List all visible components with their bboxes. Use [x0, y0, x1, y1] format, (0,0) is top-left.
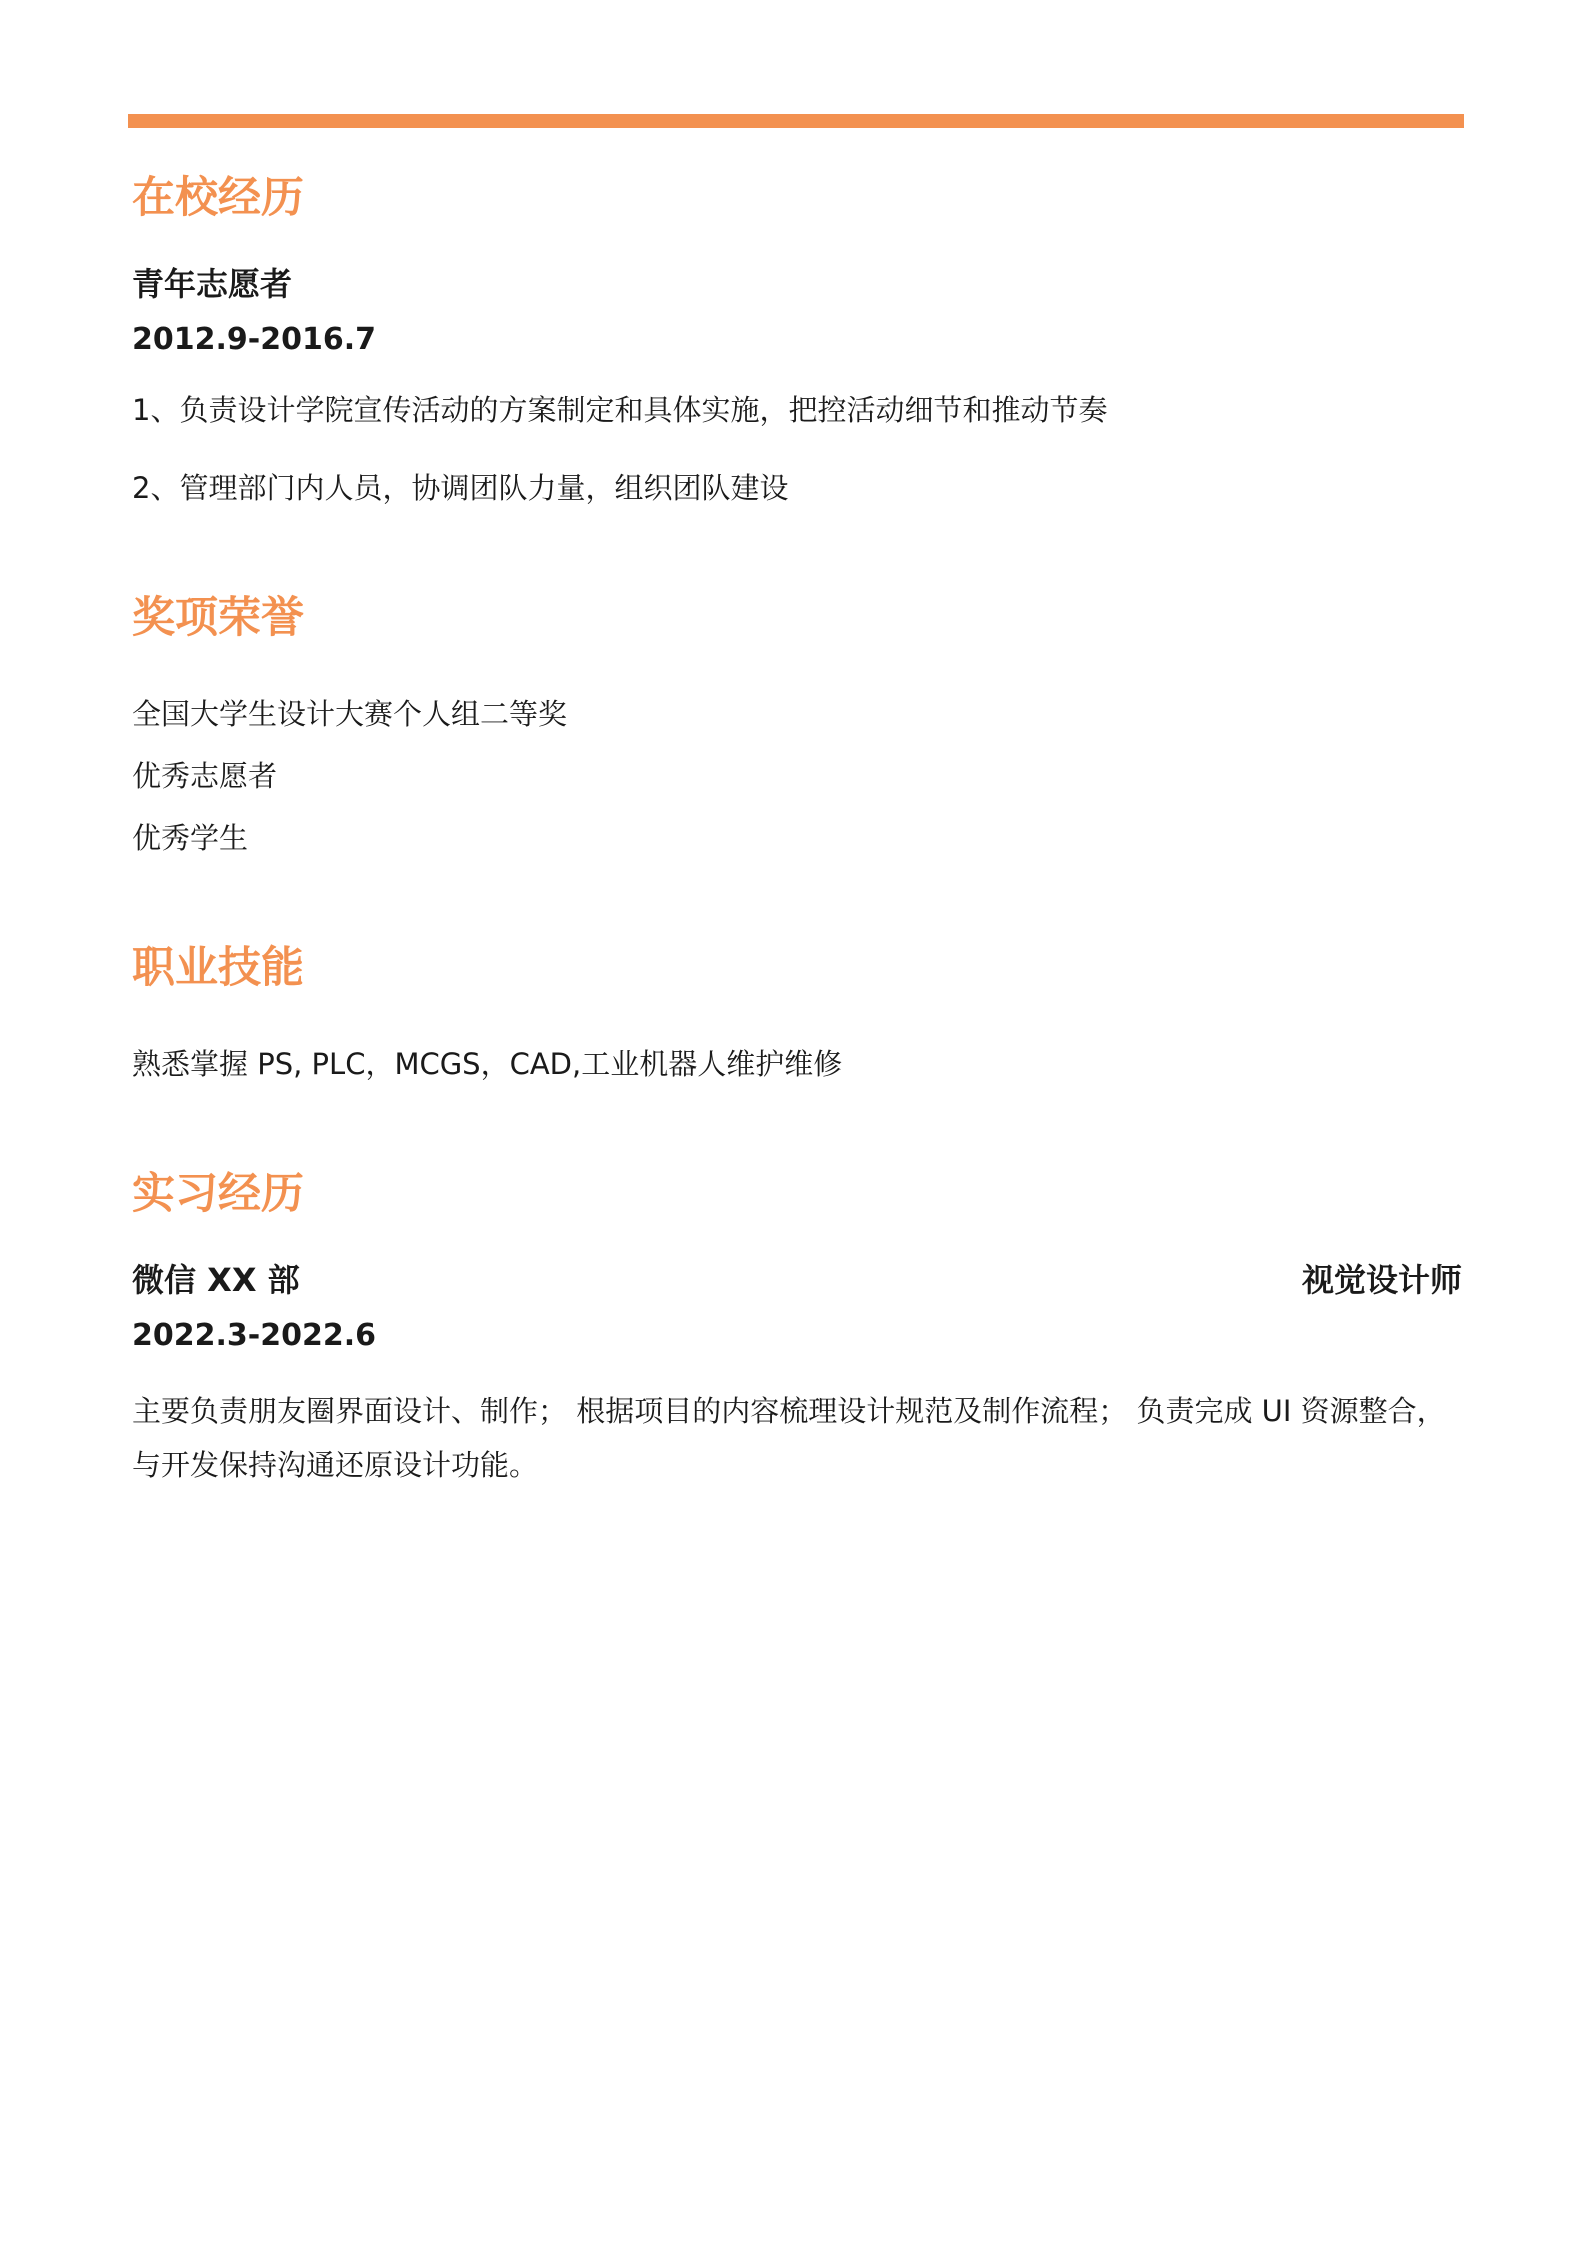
campus-entry-item: 2、管理部门内人员，协调团队力量，组织团队建设 [132, 471, 789, 505]
internship-position: 视觉设计师 [1301, 1261, 1462, 1299]
awards-section-title: 奖项荣誉 [132, 593, 304, 643]
skills-section-title: 职业技能 [132, 943, 304, 993]
awards-section [132, 588, 1462, 860]
internship-section-title: 实习经历 [132, 1169, 304, 1219]
campus-section [132, 168, 1462, 510]
skills-section [132, 938, 1462, 1086]
internship-entry-header [132, 1258, 1462, 1302]
accent-top-bar [128, 114, 1464, 128]
resume-content [132, 150, 1462, 1492]
campus-entry-item: 1、负责设计学院宣传活动的方案制定和具体实施，把控活动细节和推动节奏 [132, 393, 1108, 427]
internship-section [132, 1164, 1462, 1492]
campus-entry-header [132, 262, 1462, 306]
award-item: 优秀志愿者 [132, 759, 278, 793]
internship-company: 微信 XX 部 [132, 1261, 300, 1299]
campus-entry-date: 2012.9-2016.7 [132, 322, 376, 357]
skills-text: 熟悉掌握 PS, PLC，MCGS，CAD,工业机器人维护维修 [132, 1047, 843, 1081]
campus-entry-role: 青年志愿者 [132, 265, 293, 303]
campus-section-title: 在校经历 [132, 173, 304, 223]
internship-date: 2022.3-2022.6 [132, 1318, 376, 1353]
internship-description: 主要负责朋友圈界面设计、制作； 根据项目的内容梳理设计规范及制作流程； 负责完成 UI 资源整合，与开发保持沟通还原设计功能。 [132, 1394, 1446, 1482]
award-item: 优秀学生 [132, 821, 249, 855]
award-item: 全国大学生设计大赛个人组二等奖 [132, 697, 568, 731]
